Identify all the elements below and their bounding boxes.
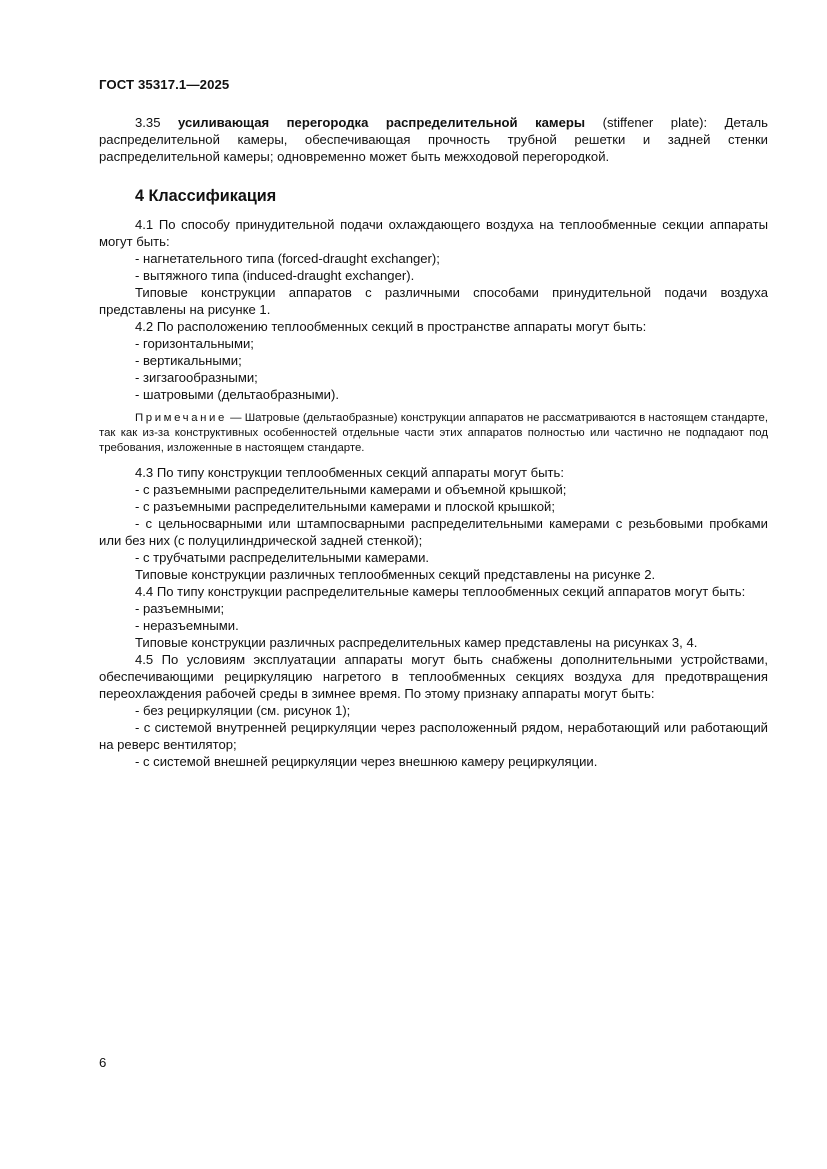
list-item: - горизонтальными; xyxy=(135,336,254,351)
list-item: - с цельносварными или штампосварными распределительными камерами с резьбовыми пробками или без них (с полуцилиндрической задней стенкой); xyxy=(99,516,768,548)
term-definition-title: усиливающая перегородка распределительной камеры xyxy=(178,115,586,130)
clause-4-1-intro: 4.1 По способу принудительной подачи охлаждающего воздуха на теплообменные секции аппараты могут быть: xyxy=(99,217,768,249)
page-number: 6 xyxy=(99,1055,107,1070)
clause-3-35 xyxy=(99,114,768,165)
list-item: - нагнетательного типа (forced-draught exchanger); xyxy=(135,251,440,266)
section-heading-4: 4 Классификация xyxy=(135,187,277,205)
clause-4-2-intro: 4.2 По расположению теплообменных секций в пространстве аппараты могут быть: xyxy=(135,319,647,334)
clause-number: 3.35 xyxy=(135,115,161,130)
list-item: - вертикальными; xyxy=(135,353,242,368)
document-body xyxy=(99,114,768,770)
note-text: — Шатровые (дельтаобразные) конструкции аппаратов не рассматриваются в настоящем стандарте, так как из-за конструктивных особенностей отдельные части этих аппаратов полностью или частично не подпадают под требования, изложенные в настоящем стандарте. xyxy=(99,412,768,454)
clause-4-3-after: Типовые конструкции различных теплообменных секций представлены на рисунке 2. xyxy=(135,567,656,582)
clause-4-3-intro: 4.3 По типу конструкции теплообменных секций аппараты могут быть: xyxy=(135,465,564,480)
clause-4-5-intro: 4.5 По условиям эксплуатации аппараты могут быть снабжены дополнительными устройствами, обеспечивающими рециркуляцию нагретого в теплообменных секциях воздуха для предотвращения переохлаждения рабочей среды в зимнее время. По этому признаку аппараты могут быть: xyxy=(99,652,768,701)
list-item: - разъемными; xyxy=(135,601,225,616)
list-item: - с разъемными распределительными камерами и объемной крышкой; xyxy=(135,482,567,497)
list-item: - неразъемными. xyxy=(135,618,239,633)
document-header: ГОСТ 35317.1—2025 xyxy=(99,77,230,92)
list-item: - с трубчатыми распределительными камерами. xyxy=(135,550,430,565)
list-item: - с разъемными распределительными камерами и плоской крышкой; xyxy=(135,499,555,514)
note-label: Примечание xyxy=(135,412,227,424)
list-item: - с системой внешней рециркуляции через внешнюю камеру рециркуляции. xyxy=(135,754,598,769)
clause-4-4-intro: 4.4 По типу конструкции распределительные камеры теплообменных секций аппаратов могут быть: xyxy=(135,584,746,599)
clause-4-1-after: Типовые конструкции аппаратов с различными способами принудительной подачи воздуха представлены на рисунке 1. xyxy=(99,285,768,317)
term-definition-text: (stiffener plate): Деталь распределительной камеры, обеспечивающая прочность трубной решетки и задней стенки распределительной камеры; одновременно может быть межходовой перегородкой. xyxy=(99,115,768,164)
note-block xyxy=(99,411,768,456)
list-item: - без рециркуляции (см. рисунок 1); xyxy=(135,703,351,718)
list-item: - шатровыми (дельтаобразными). xyxy=(135,387,339,402)
list-item: - зигзагообразными; xyxy=(135,370,258,385)
list-item: - с системой внутренней рециркуляции через расположенный рядом, неработающий или работающий на реверс вентилятор; xyxy=(99,720,768,752)
clause-4-4-after: Типовые конструкции различных распределительных камер представлены на рисунках 3, 4. xyxy=(135,635,698,650)
list-item: - вытяжного типа (induced-draught exchanger). xyxy=(135,268,415,283)
